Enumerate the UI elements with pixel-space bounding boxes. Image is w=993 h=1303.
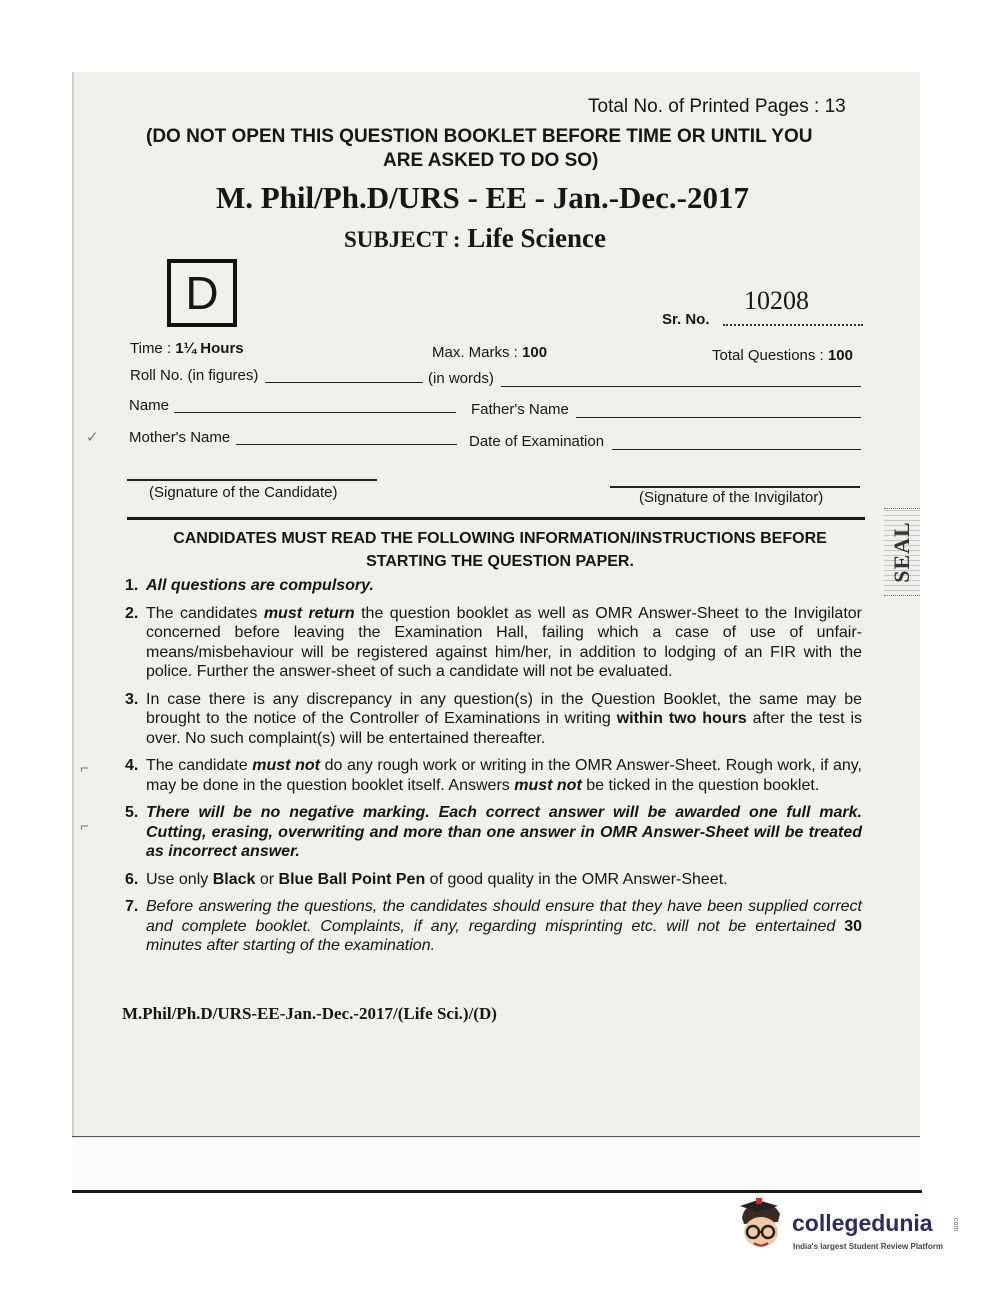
name-label: Name xyxy=(129,397,170,414)
instruction-text: the question booklet as well as OMR Answer-Sheet to the Invigilator concerned before leaving the Examination Hall, failing which a case of use of unfair-means/misbehaviour will be registered against him/her, in addition to lodging of an FIR with the police. Further the answer-sheet of such a candidate will not be evaluated. xyxy=(146,604,862,680)
father-name-field[interactable] xyxy=(576,417,861,418)
page-edge xyxy=(72,72,74,1192)
invigilator-signature-field[interactable] xyxy=(610,486,860,488)
instruction-text: The candidate xyxy=(146,757,253,774)
instruction-number: 7. xyxy=(125,898,139,915)
invigilator-signature-label: (Signature of the Invigilator) xyxy=(639,489,824,506)
mother-name-label: Mother's Name xyxy=(129,429,231,446)
instruction-emphasis: must return xyxy=(263,604,355,622)
instruction-text: after the test is over. No such complaint(s) will be entertained thereafter. xyxy=(146,710,863,747)
date-of-examination-label: Date of Examination xyxy=(469,433,605,450)
max-marks-value: 100 xyxy=(522,344,548,361)
instructions-heading-line-1: CANDIDATES MUST READ THE FOLLOWING INFORMATION/INSTRUCTIONS BEFORE xyxy=(173,530,827,547)
instruction-text: Use only xyxy=(146,870,213,888)
instruction-text: minutes after starting of the examination. xyxy=(146,937,436,954)
fold-line xyxy=(72,1136,920,1137)
subject-value: Life Science xyxy=(467,223,606,253)
time-label: Time : xyxy=(130,340,176,357)
instruction-item xyxy=(122,756,862,795)
name-field[interactable] xyxy=(174,412,456,413)
max-marks-label: Max. Marks : xyxy=(432,344,523,361)
instruction-number: 4. xyxy=(125,757,139,774)
instruction-number: 3. xyxy=(125,690,139,708)
series-code-box: D xyxy=(167,259,237,327)
instruction-number: 6. xyxy=(125,870,139,888)
instructions-heading-line-2: STARTING THE QUESTION PAPER. xyxy=(366,553,634,570)
father-name-label: Father's Name xyxy=(471,401,569,418)
instruction-number: 5. xyxy=(125,804,139,821)
margin-mark: ⌐ xyxy=(80,818,89,835)
time-allowed xyxy=(130,340,244,357)
mother-name-field[interactable] xyxy=(236,444,457,445)
total-questions-value: 100 xyxy=(827,347,853,364)
instruction-text: be ticked in the question booklet. xyxy=(581,776,820,794)
roll-no-figures-field[interactable] xyxy=(265,382,423,383)
instruction-text: In case there is any discrepancy in any question(s) in the Question Booklet, the same may be brought to the notice of the Controller of Examinations in writing xyxy=(146,690,862,727)
instruction-item xyxy=(122,604,862,682)
seal-strip xyxy=(884,508,920,596)
max-marks xyxy=(432,344,547,361)
instruction-emphasis: Blue Ball Point Pen xyxy=(278,870,426,888)
instruction-item xyxy=(122,870,862,890)
page-lower-strip xyxy=(72,1138,920,1190)
candidate-signature-label: (Signature of the Candidate) xyxy=(149,484,338,501)
time-value: 1¼ Hours xyxy=(175,340,244,357)
instruction-emphasis: Black xyxy=(212,870,256,888)
total-questions-label: Total Questions : xyxy=(712,347,828,364)
instruction-item xyxy=(122,690,862,749)
serial-number-value: 10208 xyxy=(744,286,809,315)
instruction-emphasis: must not xyxy=(252,757,320,774)
paper-code-footer: M.Phil/Ph.D/URS-EE-Jan.-Dec.-2017/(Life Sci.)/(D) xyxy=(122,1004,497,1023)
page-bottom-rule xyxy=(72,1190,922,1193)
instruction-item xyxy=(122,803,862,862)
collegedunia-watermark xyxy=(734,1196,964,1266)
roll-no-words-label: (in words) xyxy=(428,370,494,387)
instruction-item xyxy=(122,576,862,596)
instruction-emphasis: within two hours xyxy=(616,710,747,727)
instruction-text: of good quality in the OMR Answer-Sheet. xyxy=(425,870,728,888)
instruction-text: All questions are compulsory. xyxy=(146,577,374,594)
roll-no-figures-label: Roll No. (in figures) xyxy=(130,367,259,384)
warning-line-2: ARE ASKED TO DO SO) xyxy=(383,150,599,171)
roll-no-words-field[interactable] xyxy=(501,386,861,387)
instruction-emphasis: 30 xyxy=(844,917,862,935)
subject-line xyxy=(344,223,606,254)
brand-tagline: India's largest Student Review Platform xyxy=(793,1242,943,1251)
total-questions xyxy=(712,347,853,364)
instruction-number: 1. xyxy=(125,577,139,594)
margin-mark: ✓ xyxy=(86,429,99,446)
brand-name: collegedunia xyxy=(792,1210,933,1236)
date-of-examination-field[interactable] xyxy=(612,449,861,450)
total-printed-pages: Total No. of Printed Pages : 13 xyxy=(588,96,846,117)
subject-label: SUBJECT : xyxy=(344,227,461,252)
instruction-text: The candidates xyxy=(146,604,264,622)
warning-line-1: (DO NOT OPEN THIS QUESTION BOOKLET BEFORE TIME OR UNTIL YOU xyxy=(146,126,813,147)
margin-mark: ⌐ xyxy=(80,760,89,777)
brand-suffix: .com xyxy=(952,1216,959,1232)
exam-title: M. Phil/Ph.D/URS - EE - Jan.-Dec.-2017 xyxy=(216,180,750,215)
student-mascot-icon xyxy=(734,1196,792,1254)
candidate-signature-field[interactable] xyxy=(127,479,377,481)
serial-number-label: Sr. No. xyxy=(662,311,710,328)
instruction-number: 2. xyxy=(125,604,139,622)
instruction-text: Before answering the questions, the candidates should ensure that they have been supplied correct and complete booklet. Complaints, if any, regarding misprinting etc. will not be entertained xyxy=(146,898,862,935)
seal-label: SEAL xyxy=(889,521,914,583)
instruction-item xyxy=(122,897,862,956)
section-divider xyxy=(127,517,865,520)
instruction-emphasis: must not xyxy=(514,776,582,794)
instructions-list xyxy=(122,576,862,964)
instruction-text: do any rough work or writing in the OMR Answer-Sheet. Rough work, if any, may be done in the question booklet itself. Answers xyxy=(146,757,863,794)
instruction-text: There will be no negative marking. Each correct answer will be awarded one full mark. Cutting, erasing, overwriting and more than one answer in OMR Answer-Sheet will be treated as incorrect answer. xyxy=(146,804,862,860)
serial-number-dotted-line xyxy=(723,324,863,326)
instruction-text: or xyxy=(255,870,279,888)
